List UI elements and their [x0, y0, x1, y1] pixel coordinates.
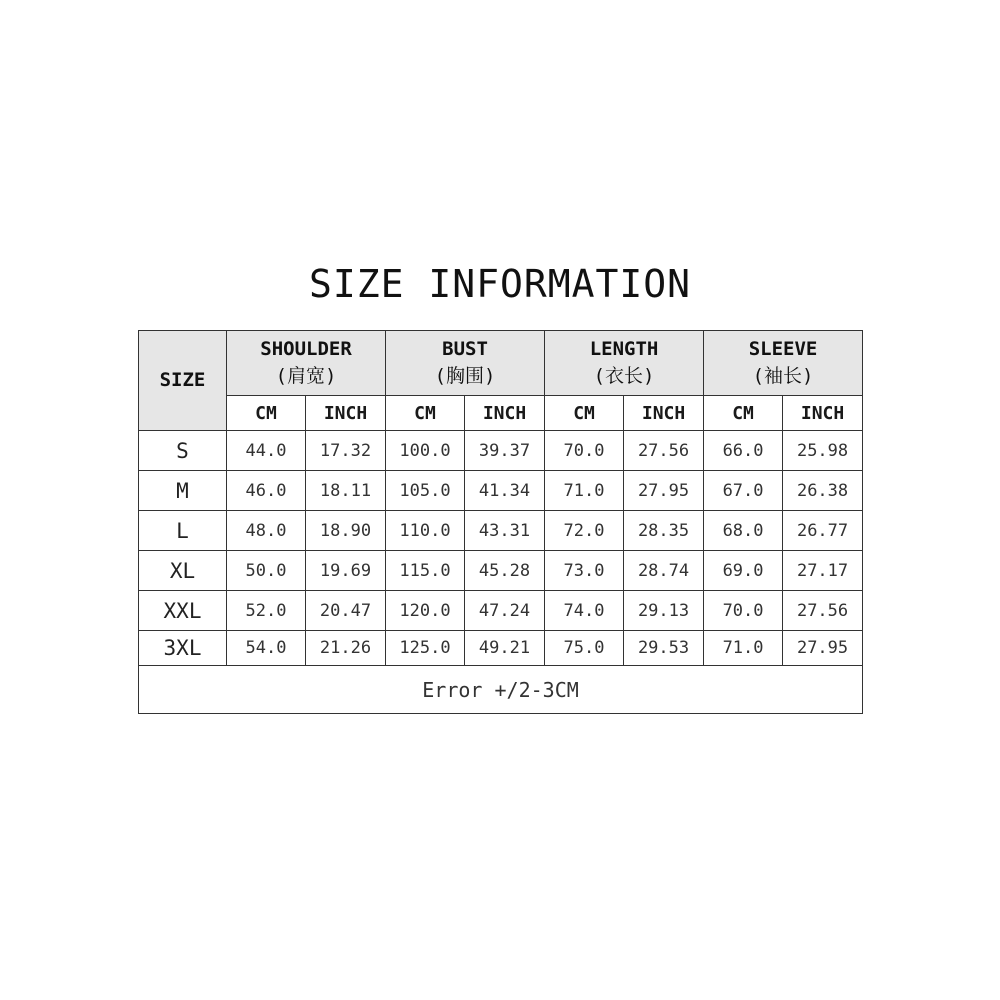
table-row — [139, 631, 863, 666]
size-label: 3XL — [139, 631, 227, 666]
length-header — [545, 331, 704, 396]
table-row — [139, 551, 863, 591]
cm-value: 68.0 — [704, 511, 783, 551]
sleeve-header-name: SLEEVE — [748, 338, 818, 360]
cm-value: 48.0 — [227, 511, 306, 551]
inch-value: 29.13 — [624, 591, 704, 631]
inch-value: 45.28 — [465, 551, 545, 591]
shoulder-header-sub: (肩宽) — [275, 365, 337, 387]
size-label: XXL — [139, 591, 227, 631]
inch-value: 29.53 — [624, 631, 704, 666]
size-label: XL — [139, 551, 227, 591]
size-column-header: SIZE — [139, 331, 227, 431]
cm-value: 66.0 — [704, 431, 783, 471]
inch-value: 18.11 — [306, 471, 386, 511]
cm-value: 75.0 — [545, 631, 624, 666]
cm-value: 50.0 — [227, 551, 306, 591]
cm-value: 69.0 — [704, 551, 783, 591]
inch-value: 27.95 — [783, 631, 863, 666]
unit-header-row — [139, 396, 863, 431]
unit-inch-header: INCH — [624, 396, 704, 431]
cm-value: 120.0 — [386, 591, 465, 631]
cm-value: 125.0 — [386, 631, 465, 666]
inch-value: 27.56 — [783, 591, 863, 631]
inch-value: 41.34 — [465, 471, 545, 511]
length-header-sub: (衣长) — [593, 365, 655, 387]
sleeve-header — [704, 331, 863, 396]
group-header-row — [139, 331, 863, 396]
inch-value: 27.95 — [624, 471, 704, 511]
inch-value: 18.90 — [306, 511, 386, 551]
sleeve-header-sub: (袖长) — [752, 365, 814, 387]
unit-inch-header: INCH — [306, 396, 386, 431]
cm-value: 105.0 — [386, 471, 465, 511]
table-row — [139, 591, 863, 631]
cm-value: 71.0 — [704, 631, 783, 666]
unit-cm-header: CM — [545, 396, 624, 431]
cm-value: 72.0 — [545, 511, 624, 551]
size-table — [138, 330, 863, 714]
inch-value: 43.31 — [465, 511, 545, 551]
inch-value: 26.38 — [783, 471, 863, 511]
error-note: Error +/2-3CM — [139, 666, 863, 714]
inch-value: 47.24 — [465, 591, 545, 631]
table-row — [139, 511, 863, 551]
cm-value: 54.0 — [227, 631, 306, 666]
cm-value: 100.0 — [386, 431, 465, 471]
inch-value: 20.47 — [306, 591, 386, 631]
cm-value: 115.0 — [386, 551, 465, 591]
cm-value: 73.0 — [545, 551, 624, 591]
size-rows — [139, 431, 863, 666]
inch-value: 39.37 — [465, 431, 545, 471]
unit-cm-header: CM — [704, 396, 783, 431]
length-header-name: LENGTH — [589, 338, 659, 360]
shoulder-header — [227, 331, 386, 396]
cm-value: 67.0 — [704, 471, 783, 511]
size-label: S — [139, 431, 227, 471]
size-label: L — [139, 511, 227, 551]
bust-header-sub: (胸围) — [434, 365, 496, 387]
inch-value: 19.69 — [306, 551, 386, 591]
unit-cm-header: CM — [386, 396, 465, 431]
inch-value: 17.32 — [306, 431, 386, 471]
inch-value: 28.35 — [624, 511, 704, 551]
cm-value: 70.0 — [704, 591, 783, 631]
inch-value: 49.21 — [465, 631, 545, 666]
shoulder-header-name: SHOULDER — [260, 338, 352, 360]
footer-row — [139, 666, 863, 714]
inch-value: 26.77 — [783, 511, 863, 551]
size-label: M — [139, 471, 227, 511]
unit-inch-header: INCH — [465, 396, 545, 431]
cm-value: 44.0 — [227, 431, 306, 471]
page-title: SIZE INFORMATION — [308, 262, 692, 306]
cm-value: 71.0 — [545, 471, 624, 511]
inch-value: 28.74 — [624, 551, 704, 591]
unit-cm-header: CM — [227, 396, 306, 431]
cm-value: 110.0 — [386, 511, 465, 551]
cm-value: 52.0 — [227, 591, 306, 631]
bust-header-name: BUST — [442, 338, 488, 360]
inch-value: 27.56 — [624, 431, 704, 471]
inch-value: 27.17 — [783, 551, 863, 591]
inch-value: 25.98 — [783, 431, 863, 471]
inch-value: 21.26 — [306, 631, 386, 666]
bust-header — [386, 331, 545, 396]
cm-value: 74.0 — [545, 591, 624, 631]
cm-value: 70.0 — [545, 431, 624, 471]
table-row — [139, 471, 863, 511]
cm-value: 46.0 — [227, 471, 306, 511]
unit-inch-header: INCH — [783, 396, 863, 431]
table-row — [139, 431, 863, 471]
